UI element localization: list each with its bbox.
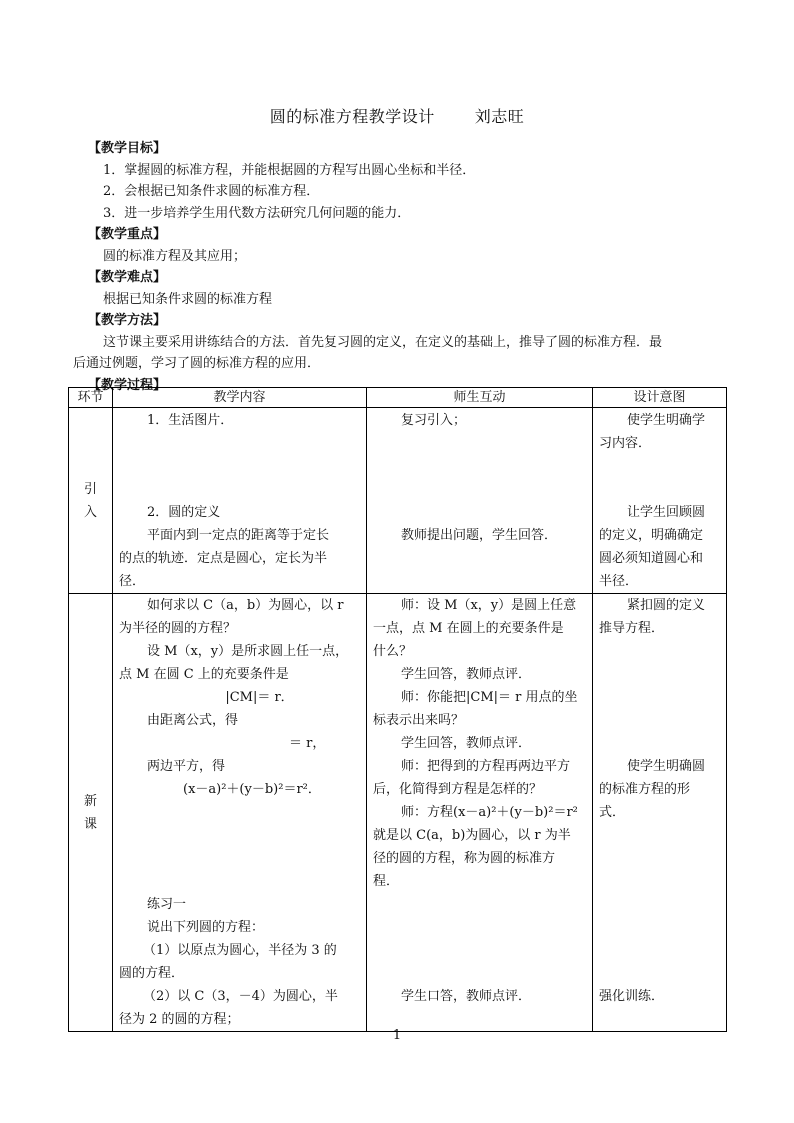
exercise-line: 圆的方程． bbox=[119, 966, 185, 981]
header-interaction: 师生互动 bbox=[367, 388, 593, 408]
header-stage: 环节 bbox=[69, 388, 113, 408]
equation-standard: (x－a)²＋(y－b)²＝r²． bbox=[183, 782, 321, 797]
interaction-line: 学生回答，教师点评． bbox=[401, 736, 532, 751]
difficulty-text: 根据已知条件求圆的标准方程 bbox=[103, 291, 273, 307]
stage-new-lesson bbox=[69, 594, 113, 1032]
process-heading: 【教学过程】 bbox=[88, 377, 167, 393]
intent-line: 使学生明确圆 bbox=[627, 759, 706, 774]
content-line: 由距离公式，得 bbox=[147, 713, 239, 728]
exercise-line: （2）以 C（3，－4）为圆心，半 bbox=[143, 989, 338, 1004]
interaction-line: 学生回答，教师点评． bbox=[401, 667, 532, 682]
intent-line: 习内容． bbox=[599, 436, 652, 451]
exercise-line: 说出下列圆的方程： bbox=[147, 920, 265, 935]
exercise-line: （1）以原点为圆心，半径为 3 的 bbox=[143, 943, 337, 958]
intro-intent-cell bbox=[593, 408, 727, 594]
goal-item: 3．进一步培养学生用代数方法研究几何问题的能力． bbox=[103, 205, 411, 221]
key-text: 圆的标准方程及其应用； bbox=[103, 248, 247, 264]
key-heading: 【教学重点】 bbox=[88, 227, 167, 242]
teaching-process-table bbox=[68, 387, 727, 1032]
stage-char: 课 bbox=[83, 816, 97, 832]
content-line: 点 M 在圆 C 上的充要条件是 bbox=[119, 667, 289, 682]
page-title bbox=[0, 104, 794, 127]
exercise-title: 练习一 bbox=[147, 897, 187, 912]
method-text-line2: 后通过例题，学习了圆的标准方程的应用． bbox=[73, 356, 321, 371]
intro-interaction-2: 教师提出问题，学生回答． bbox=[401, 528, 558, 543]
stage-intro bbox=[69, 408, 113, 594]
interaction-line: 后，化简得到方程是怎样的？ bbox=[373, 782, 543, 797]
interaction-exercise: 学生口答，教师点评． bbox=[401, 989, 532, 1004]
difficulty-heading: 【教学难点】 bbox=[88, 270, 167, 285]
header-content: 教学内容 bbox=[113, 388, 367, 408]
goal-item: 1．掌握圆的标准方程，并能根据圆的方程写出圆心坐标和半径． bbox=[103, 162, 476, 178]
stage-char: 入 bbox=[83, 504, 97, 520]
intro-interaction-cell bbox=[367, 408, 593, 594]
interaction-line: 就是以 C(a，b)为圆心，以 r 为半 bbox=[373, 828, 571, 843]
method-text-line1: 这节课主要采用讲练结合的方法．首先复习圆的定义，在定义的基础上，推导了圆的标准方程．最 bbox=[103, 334, 663, 350]
lesson-intro bbox=[73, 138, 728, 396]
intent-line: 的标准方程的形 bbox=[599, 782, 691, 797]
equation-distance: ＝ r， bbox=[289, 736, 326, 751]
new-content-cell bbox=[113, 594, 367, 1032]
intent-line: 使学生明确学 bbox=[627, 413, 706, 428]
document-title: 圆的标准方程教学设计 bbox=[269, 107, 435, 126]
interaction-line: 师：方程(x－a)²＋(y－b)²＝r² bbox=[401, 805, 578, 820]
table-row-intro bbox=[69, 408, 727, 594]
intent-exercise: 强化训练． bbox=[599, 989, 665, 1004]
interaction-line: 径的圆的方程，称为圆的标准方 bbox=[373, 851, 556, 866]
intent-line: 推导方程． bbox=[599, 621, 665, 636]
intent-line: 的定义，明确确定 bbox=[599, 528, 704, 543]
interaction-line: 师：你能把|CM|＝ r 用点的坐 bbox=[401, 690, 578, 705]
intro-content-cell bbox=[113, 408, 367, 594]
new-interaction-cell bbox=[367, 594, 593, 1032]
interaction-line: 一点，点 M 在圆上的充要条件是 bbox=[373, 621, 564, 636]
content-line: 如何求以 C（a，b）为圆心，以 r bbox=[147, 598, 344, 613]
definition-line: 径． bbox=[119, 574, 146, 589]
definition-line: 的点的轨迹．定点是圆心，定长为半 bbox=[119, 551, 328, 566]
interaction-line: 标表示出来吗？ bbox=[373, 713, 465, 728]
intro-interaction-1: 复习引入； bbox=[401, 413, 467, 428]
intro-item-2: 2．圆的定义 bbox=[147, 505, 221, 520]
intent-line: 紧扣圆的定义 bbox=[627, 598, 706, 613]
goals-heading: 【教学目标】 bbox=[88, 141, 167, 156]
content-line: 为半径的圆的方程？ bbox=[119, 621, 237, 636]
intent-line: 圆必须知道圆心和 bbox=[599, 551, 704, 566]
intro-item-1: 1．生活图片． bbox=[147, 413, 234, 428]
interaction-line: 程． bbox=[373, 874, 400, 889]
author-name: 刘志旺 bbox=[474, 107, 525, 126]
interaction-line: 师：设 M（x，y）是圆上任意 bbox=[401, 598, 577, 613]
table-row-new-lesson bbox=[69, 594, 727, 1032]
table-header-row bbox=[69, 388, 727, 408]
header-intent: 设计意图 bbox=[593, 388, 727, 408]
goal-item: 2．会根据已知条件求圆的标准方程． bbox=[103, 184, 320, 199]
stage-char: 引 bbox=[83, 481, 97, 497]
intent-line: 式． bbox=[599, 805, 626, 820]
intent-line: 让学生回顾圆 bbox=[627, 505, 706, 520]
method-heading: 【教学方法】 bbox=[88, 313, 167, 328]
content-line: 设 M（x，y）是所求圆上任一点， bbox=[147, 644, 349, 659]
new-intent-cell bbox=[593, 594, 727, 1032]
content-line: 两边平方，得 bbox=[147, 759, 226, 774]
equation-cm: |CM|＝ r． bbox=[225, 690, 294, 705]
interaction-line: 什么？ bbox=[373, 644, 413, 659]
interaction-line: 师：把得到的方程再两边平方 bbox=[401, 759, 571, 774]
intent-line: 半径． bbox=[599, 574, 639, 589]
exercise-line: 径为 2 的圆的方程； bbox=[119, 1012, 240, 1027]
definition-line: 平面内到一定点的距离等于定长 bbox=[147, 528, 330, 543]
stage-char: 新 bbox=[83, 793, 97, 809]
page-number: 1 bbox=[392, 1028, 402, 1043]
